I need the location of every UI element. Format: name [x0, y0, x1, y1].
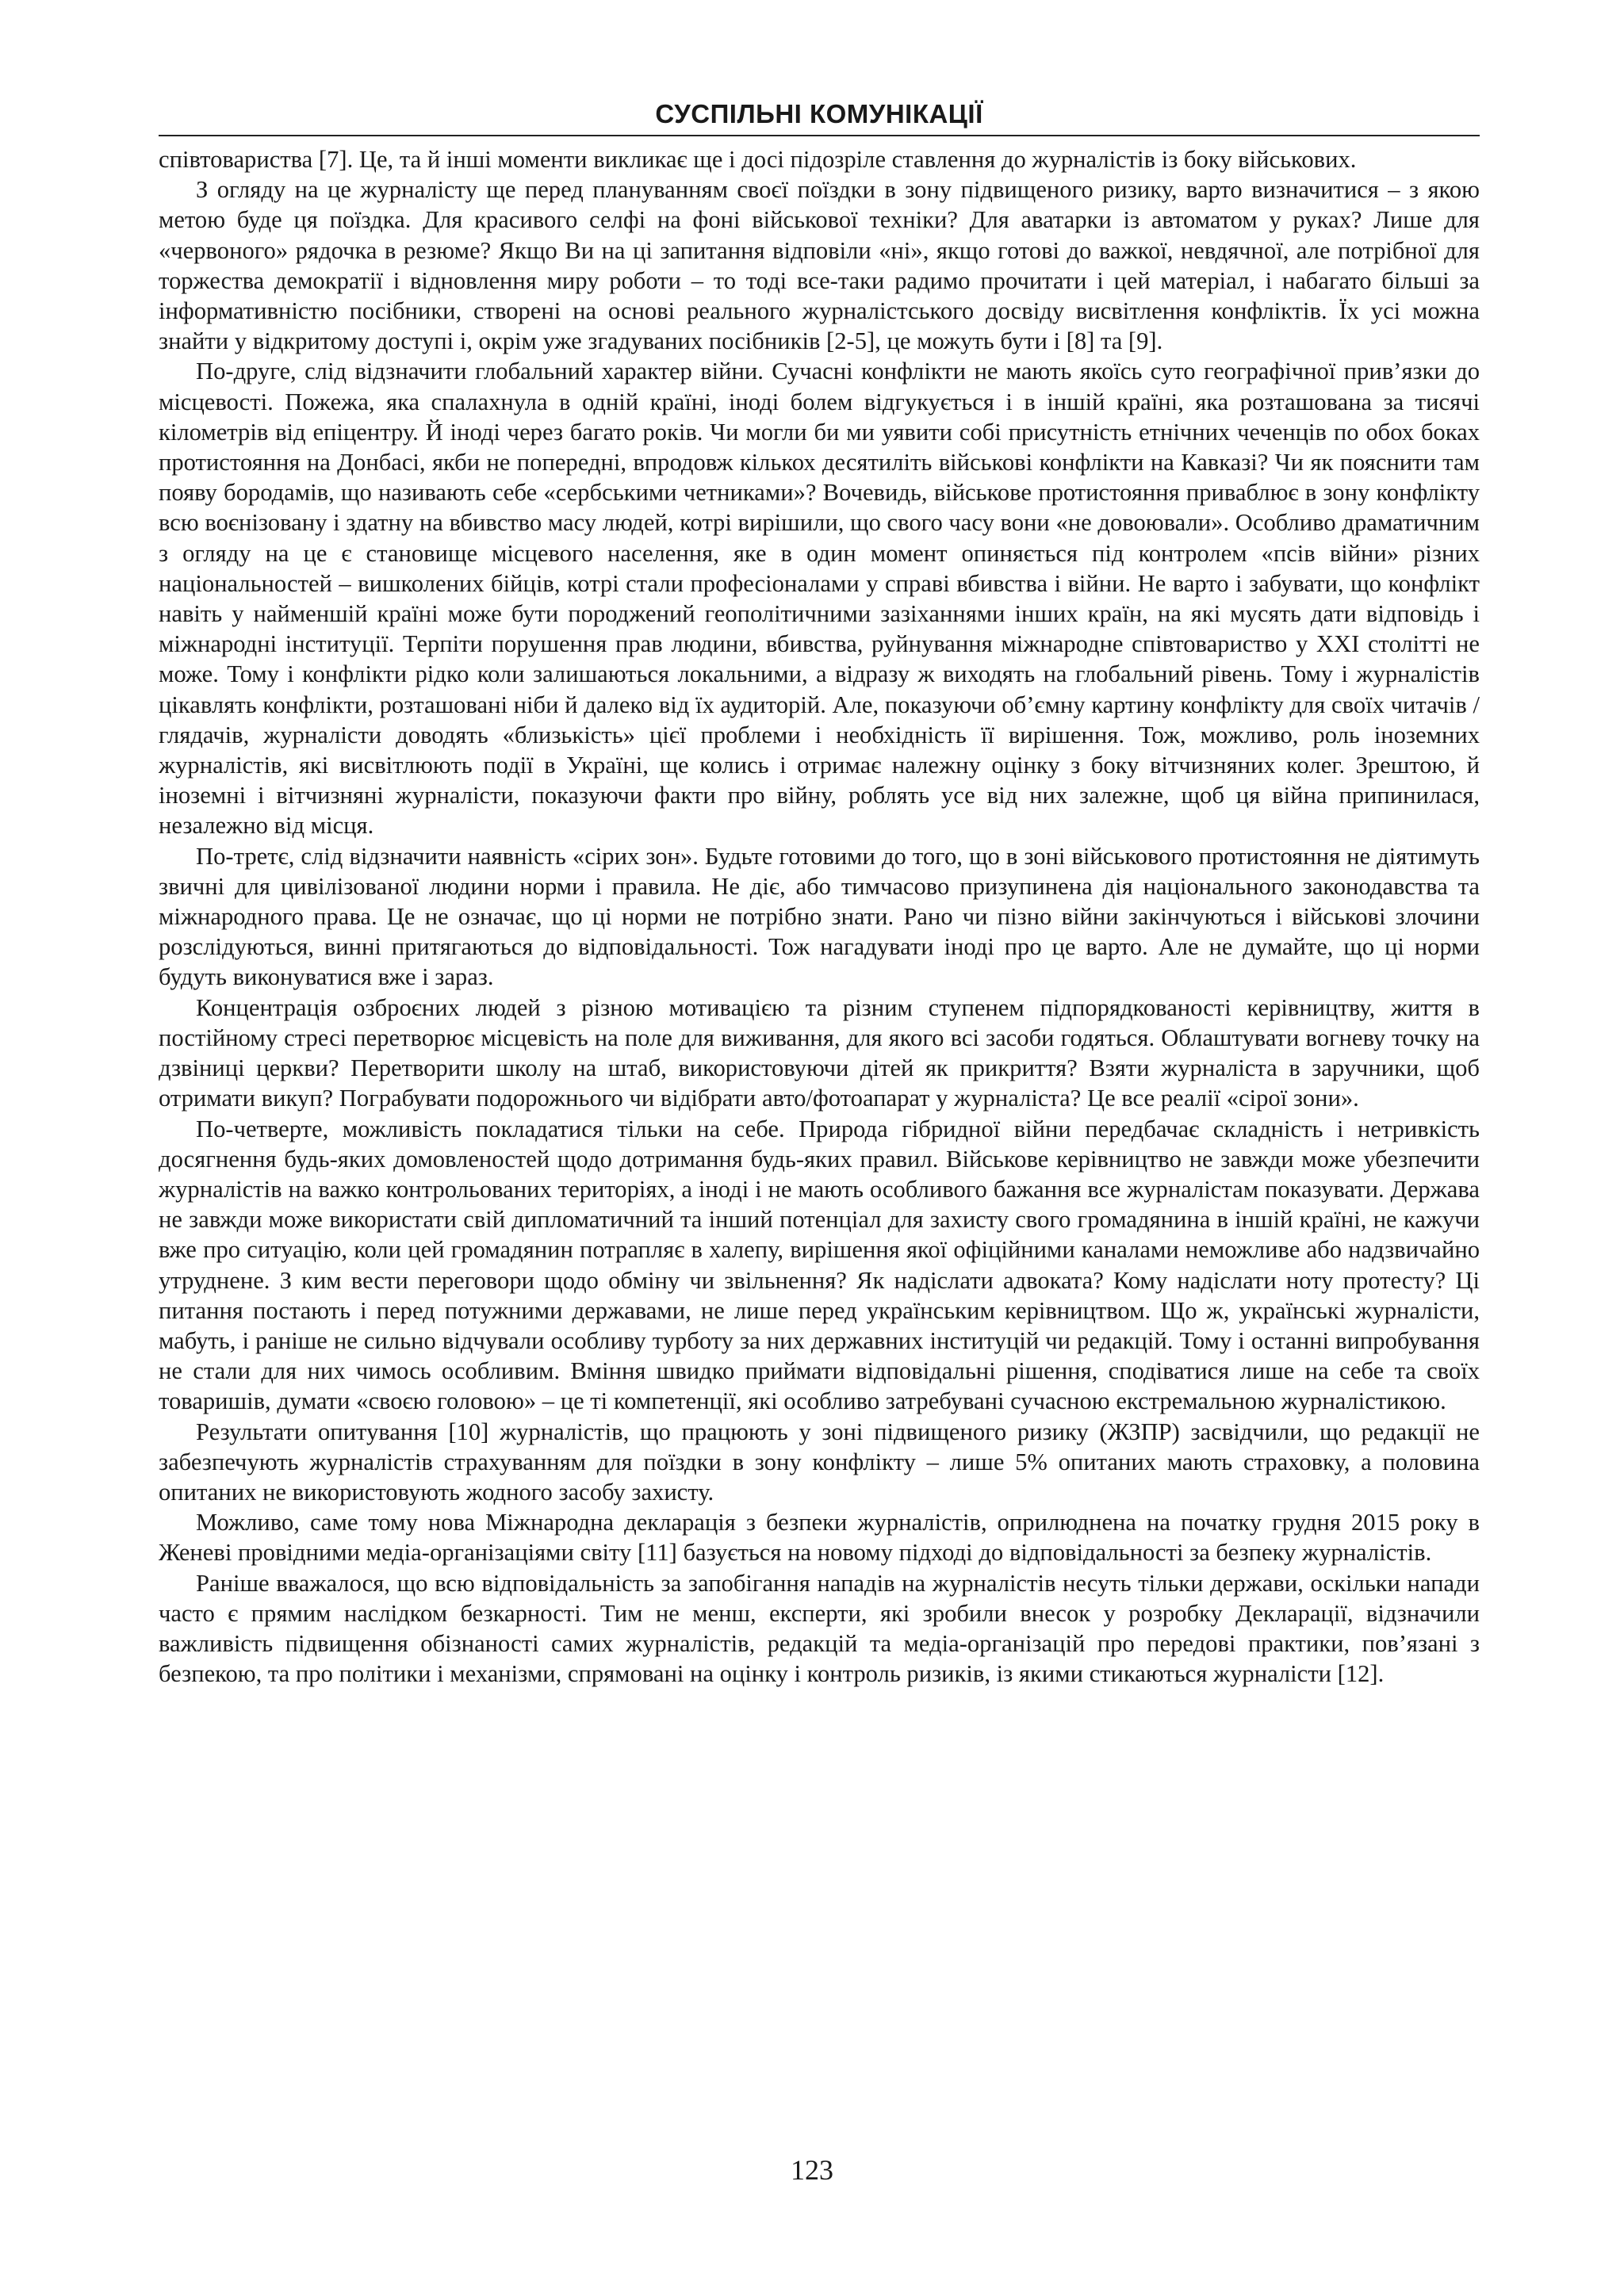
section-title: СУСПІЛЬНІ КОМУНІКАЦІЇ	[655, 99, 983, 128]
paragraph: По-четверте, можливість покладатися тільки на себе. Природа гібридної війни передбачає складність і нетривкість досягнення будь-яких домовленостей щодо дотримання будь-яких правил. Військове керівництво не завжди може убезпечити журналістів на важко контрольованих територіях, а іноді і не мають особливого бажання все журналістам показувати. Держава не завжди може використати свій дипломатичний та інший потенціал для захисту свого громадянина в іншій країні, не кажучи вже про ситуацію, коли цей громадянин потрапляє в халепу, вирішення якої офіційними каналами неможливе або надзвичайно утруднене. З ким вести переговори щодо обміну чи звільнення? Як надіслати адвоката? Кому надіслати ноту протесту? Ці питання постають і перед потужними державами, не лише перед українським керівництвом. Що ж, українські журналісти, мабуть, і раніше не сильно відчували особливу турботу за них державних інституцій чи редакцій. Тому і останні випробування не стали для них чимось особливим. Вміння швидко приймати відповідальні рішення, сподіватися лише на себе та своїх товаришів, думати «своєю головою» – це ті компетенції, які особливо затребувані сучасною екстремальною журналістикою.	[159, 1115, 1480, 1415]
page-number: 123	[791, 2154, 833, 2186]
paragraph: Раніше вважалося, що всю відповідальність за запобігання нападів на журналістів несуть тільки держави, оскільки напади часто є прямим наслідком безкарності. Тим не менш, експерти, які зробили внесок у розробку Декларації, відзначили важливість підвищення обізнаності самих журналістів, редакцій та медіа-організацій про передові практики, пов’язані з безпекою, та про політики і механізми, спрямовані на оцінку і контроль ризиків, із якими стикаються журналісти [12].	[159, 1569, 1480, 1688]
paragraph: Результати опитування [10] журналістів, що працюють у зоні підвищеного ризику (ЖЗПР) засвідчили, що редакції не забезпечують журналістів страхуванням для поїздки в зону конфлікту – лише 5% опитаних мають страховку, а половина опитаних не використовують жодного засобу захисту.	[159, 1418, 1480, 1506]
paragraph: По-друге, слід відзначити глобальний характер війни. Сучасні конфлікти не мають якоїсь суто географічної прив’язки до місцевості. Пожежа, яка спалахнула в одній країні, іноді болем відгукується і в іншій країні, яка розташована за тисячі кілометрів від епіцентру. Й іноді через багато років. Чи могли би ми уявити собі присутність етнічних чеченців по обох боках протистояння на Донбасі, якби не попередні, впродовж кількох десятиліть військові конфлікти на Кавказі? Чи як пояснити там появу бородамів, що називають себе «сербськими четниками»? Вочевидь, військове протистояння приваблює в зону конфлікту всю воєнізовану і здатну на вбивство масу людей, котрі вирішили, що свого часу вони «не довоювали». Особливо драматичним з огляду на це є становище місцевого населення, яке в один момент опиняється під контролем «псів війни» різних національностей – вишколених бійців, котрі стали професіоналами у справі вбивства і війни. Не варто і забувати, що конфлікт навіть у найменшій країні може бути породжений геополітичними зазіханнями інших країн, на які мусять дати відповідь і міжнародні інституції. Терпіти порушення прав людини, вбивства, руйнування міжнародне співтовариство у XXI столітті не може. Тому і конфлікти рідко коли залишаються локальними, а відразу ж виходять на глобальний рівень. Тому і журналістів цікавлять конфлікти, розташовані ніби й далеко від їх аудиторій. Але, показуючи об’ємну картину конфлікту для своїх читачів / глядачів, журналісти доводять «близькість» цієї проблеми і необхідність її вирішення. Тож, можливо, роль іноземних журналістів, які висвітлюють події в Україні, ще колись і отримає належну оцінку з боку вітчизняних колег. Зрештою, й іноземні і вітчизняні журналісти, показуючи факти про війну, роблять усе від них залежне, щоб ця війна припинилася, незалежно від місця.	[159, 358, 1480, 840]
running-header	[159, 95, 1480, 136]
article-body	[159, 144, 1480, 1689]
paragraph: По-третє, слід відзначити наявність «сірих зон». Будьте готовими до того, що в зоні військового протистояння не діятимуть звичні для цивілізованої людини норми і правила. Не діє, або тимчасово призупинена дія національного законодавства та міжнародного права. Це не означає, що ці норми не потрібно знати. Рано чи пізно війни закінчуються і військові злочини розслідуються, винні притягаються до відповідальності. Тож нагадувати іноді про це варто. Але не думайте, що ці норми будуть виконуватися вже і зараз.	[159, 842, 1480, 991]
paragraph: З огляду на це журналісту ще перед плануванням своєї поїздки в зону підвищеного ризику, варто визначитися – з якою метою буде ця поїздка. Для красивого селфі на фоні військової техніки? Для аватарки із автоматом у руках? Лише для «червоного» рядочка в резюме? Якщо Ви на ці запитання відповіли «ні», якщо готові до важкої, невдячної, але потрібної для торжества демократії і відновлення миру роботи – то тоді все-таки радимо прочитати і цей матеріал, і набагато більші за інформативністю посібники, створені на основі реального журналістського досвіду висвітлення конфліктів. Їх усі можна знайти у відкритому доступі і, окрім уже згадуваних посібників [2-5], це можуть бути і [8] та [9].	[159, 176, 1480, 355]
paragraph: Концентрація озброєних людей з різною мотивацією та різним ступенем підпорядкованості керівництву, життя в постійному стресі перетворює місцевість на поле для виживання, для якого всі засоби годяться. Облаштувати вогневу точку на дзвіниці церкви? Перетворити школу на штаб, використовуючи дітей як прикриття? Взяти журналіста в заручники, щоб отримати викуп? Пограбувати подорожнього чи відібрати авто/фотоапарат у журналіста? Це все реалії «сірої зони».	[159, 993, 1480, 1112]
paragraph: співтовариства [7]. Це, та й інші моменти викликає ще і досі підозріле ставлення до журналістів із боку військових.	[159, 146, 1357, 173]
paragraph: Можливо, саме тому нова Міжнародна декларація з безпеки журналістів, оприлюднена на початку грудня 2015 року в Женеві провідними медіа-організаціями світу [11] базується на новому підході до відповідальності за безпеку журналістів.	[159, 1509, 1480, 1567]
